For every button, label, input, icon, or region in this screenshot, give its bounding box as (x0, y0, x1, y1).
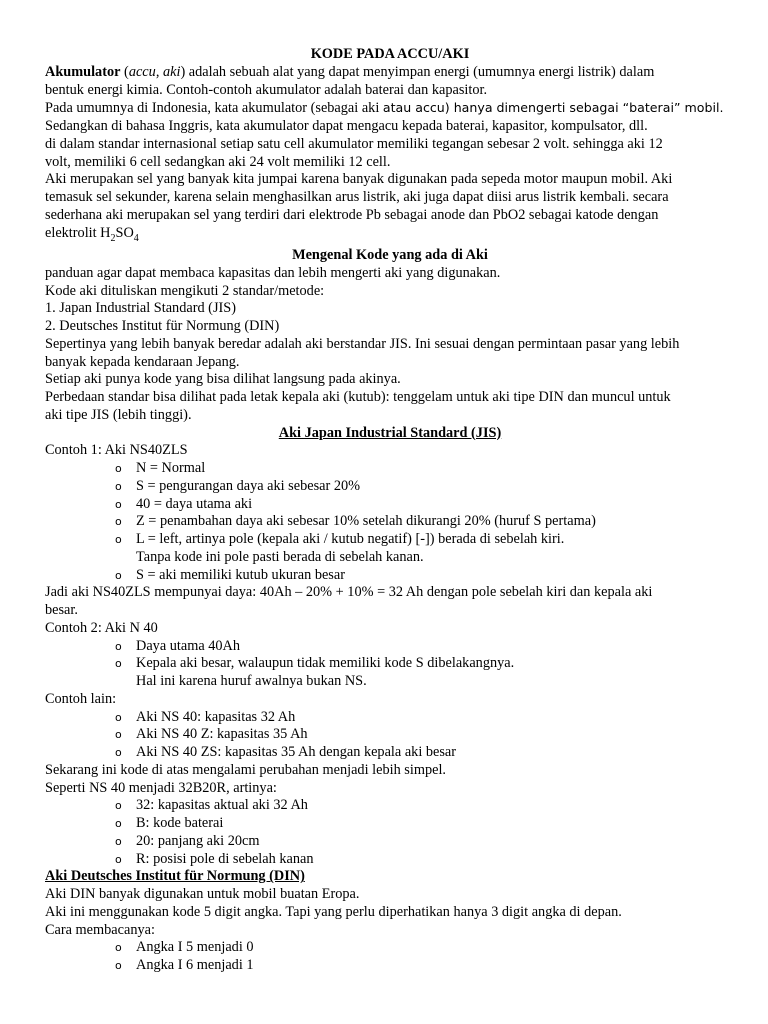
list-item (115, 726, 735, 744)
list-item-text: R: posisi pole di sebelah kanan (136, 850, 314, 867)
jis-example2-title: Contoh 2: Aki N 40 (45, 619, 158, 636)
section-kode-line: Perbedaan standar bisa dilihat pada letak kepala aki (kutub): tenggelam untuk aki tipe DIN dan muncul untuk (45, 389, 671, 406)
intro-line: Aki merupakan sel yang banyak kita jumpai karena banyak digunakan pada sepeda motor maupun mobil. Aki (45, 171, 673, 188)
bullet-icon: o (115, 817, 122, 831)
intro-alias-aki: aki (162, 63, 181, 80)
jis-other-title: Contoh lain: (45, 690, 117, 707)
bullet-icon: o (115, 515, 122, 529)
bullet-icon: o (115, 639, 122, 653)
bullet-icon: o (115, 533, 122, 547)
formula-sub1: 2 (110, 232, 116, 244)
intro-line: temasuk sel sekunder, karena selain menghasilkan arus listrik, aki juga dapat diisi arus listrik kembali. secara (45, 189, 669, 205)
bullet-icon: o (115, 852, 122, 866)
list-item-text: 40 = daya utama aki (136, 495, 253, 512)
list-item-text: N = Normal (136, 460, 206, 477)
list-item (115, 815, 735, 833)
list-item (115, 531, 735, 567)
list-item (115, 478, 735, 496)
section-kode-line: panduan agar dapat membaca kapasitas dan lebih mengerti aki yang digunakan. (45, 264, 501, 281)
formula-mid: SO (115, 224, 134, 241)
jis-example1-list (45, 460, 735, 584)
section-heading-din: Aki Deutsches Institut für Normung (DIN) (45, 868, 305, 885)
intro-line (45, 99, 735, 118)
list-item-text: Aki NS 40 ZS: kapasitas 35 Ah dengan kepala aki besar (136, 744, 457, 761)
list-item-text: Kepala aki besar, walaupun tidak memiliki kode S dibelakangnya. (136, 655, 515, 672)
intro-line3a: Pada umumnya di Indonesia, kata akumulator (sebagai aki (45, 100, 383, 117)
intro-line1-rest: ) adalah sebuah alat yang dapat menyimpan energi (umumnya energi listrik) dalam (180, 63, 655, 80)
bullet-icon: o (115, 497, 122, 511)
list-item (115, 939, 735, 957)
list-item (115, 513, 735, 531)
intro-line: sederhana aki merupakan sel yang terdiri dari elektrode Pb sebagai anode dan PbO2 sebagai katode dengan (45, 206, 659, 223)
bullet-icon: o (115, 746, 122, 760)
list-item-text: L = left, artinya pole (kepala aki / kutub negatif) [-]) berada di sebelah kiri. (136, 531, 565, 548)
list-item (115, 460, 735, 478)
bullet-icon: o (115, 941, 122, 955)
section-heading-jis: Aki Japan Industrial Standard (JIS) (278, 424, 502, 441)
bullet-icon: o (115, 728, 122, 742)
intro-line-formula (45, 225, 735, 248)
list-item-text: Z = penambahan daya aki sebesar 10% setelah dikurangi 20% (huruf S pertama) (136, 513, 596, 530)
list-item-text: S = pengurangan daya aki sebesar 20% (136, 477, 361, 494)
intro-paragraph-line (45, 64, 735, 82)
intro-alias-accu: accu (128, 63, 156, 80)
list-item-text: 20: panjang aki 20cm (136, 832, 260, 849)
section-kode-line: banyak kepada kendaraan Jepang. (45, 353, 240, 370)
bullet-icon: o (115, 657, 122, 671)
section-kode-line: Setiap aki punya kode yang bisa dilihat langsung pada akinya. (45, 371, 401, 388)
intro-line: di dalam standar internasional setiap satu cell akumulator memiliki tegangan sebesar 2 volt. sehingga aki 12 (45, 135, 663, 152)
jis-other-list (45, 709, 735, 762)
din-line: Aki ini menggunakan kode 5 digit angka. Tapi yang perlu diperhatikan hanya 3 digit angka di depan. (45, 903, 622, 920)
intro-term: Akumulator (45, 63, 121, 80)
list-item (115, 496, 735, 514)
bullet-icon: o (115, 462, 122, 476)
intro-line3b: atau accu) hanya dimengerti sebagai “baterai” mobil. (382, 100, 724, 116)
din-line: Cara membacanya: (45, 921, 155, 938)
section-kode-line: 2. Deutsches Institut für Normung (DIN) (45, 318, 280, 335)
formula-sub2: 4 (133, 232, 139, 244)
list-item (115, 709, 735, 727)
bullet-icon: o (115, 568, 122, 582)
list-item (115, 833, 735, 851)
list-item-text: B: kode baterai (136, 815, 224, 832)
document-page (45, 46, 735, 975)
section-kode-body (45, 265, 735, 425)
bullet-icon: o (115, 710, 122, 724)
list-item (115, 744, 735, 762)
list-item-text: Angka I 6 menjadi 1 (136, 957, 254, 974)
formula-prefix: elektrolit H (45, 224, 111, 241)
list-item-text: Daya utama 40Ah (136, 637, 241, 654)
list-item-text: 32: kapasitas aktual aki 32 Ah (136, 797, 308, 814)
list-item-text: Aki NS 40 Z: kapasitas 35 Ah (136, 726, 308, 743)
jis-example1-conclusion: besar. (45, 602, 78, 619)
intro-line: volt, memiliki 6 cell sedangkan aki 24 volt memiliki 12 cell. (45, 153, 391, 170)
list-item (115, 567, 735, 585)
din-line: Aki DIN banyak digunakan untuk mobil buatan Eropa. (45, 886, 360, 903)
jis-simpler-line: Seperti NS 40 menjadi 32B20R, artinya: (45, 779, 277, 796)
list-item (115, 655, 735, 691)
bullet-icon: o (115, 959, 122, 973)
jis-simpler-list (45, 797, 735, 868)
section-kode-line: 1. Japan Industrial Standard (JIS) (45, 300, 236, 317)
bullet-icon: o (115, 834, 122, 848)
list-item-text: Aki NS 40: kapasitas 32 Ah (136, 708, 296, 725)
list-item (115, 957, 735, 975)
intro-paren: ( (120, 63, 129, 80)
bullet-icon: o (115, 479, 122, 493)
list-item-text: Angka I 5 menjadi 0 (136, 939, 254, 956)
intro-comma: , (155, 63, 163, 80)
list-item-subtext: Hal ini karena huruf awalnya bukan NS. (136, 673, 367, 690)
jis-example1-conclusion: Jadi aki NS40ZLS mempunyai daya: 40Ah – 20% + 10% = 32 Ah dengan pole sebelah kiri dan kepala aki (45, 584, 653, 601)
jis-example2-list (45, 638, 735, 691)
list-item (115, 851, 735, 869)
list-item (115, 797, 735, 815)
intro-line: bentuk energi kimia. Contoh-contoh akumulator adalah baterai dan kapasitor. (45, 81, 488, 98)
section-heading-kode: Mengenal Kode yang ada di Aki (292, 247, 488, 264)
section-kode-line: Kode aki dituliskan mengikuti 2 standar/metode: (45, 282, 325, 299)
document-title: KODE PADA ACCU/AKI (310, 46, 470, 62)
jis-example1-title: Contoh 1: Aki NS40ZLS (45, 442, 188, 459)
intro-line: Sedangkan di bahasa Inggris, kata akumulator dapat mengacu kepada baterai, kapasitor, kompulsator, dll. (45, 118, 648, 134)
list-item (115, 638, 735, 656)
list-item-text: S = aki memiliki kutub ukuran besar (136, 566, 345, 583)
din-list (45, 939, 735, 975)
list-item-subtext: Tanpa kode ini pole pasti berada di sebelah kanan. (136, 548, 424, 565)
section-kode-line: Sepertinya yang lebih banyak beredar adalah aki berstandar JIS. Ini sesuai dengan permintaan pasar yang lebih (45, 335, 680, 352)
section-kode-line: aki tipe JIS (lebih tinggi). (45, 406, 192, 423)
bullet-icon: o (115, 799, 122, 813)
jis-simpler-line: Sekarang ini kode di atas mengalami perubahan menjadi lebih simpel. (45, 761, 446, 778)
